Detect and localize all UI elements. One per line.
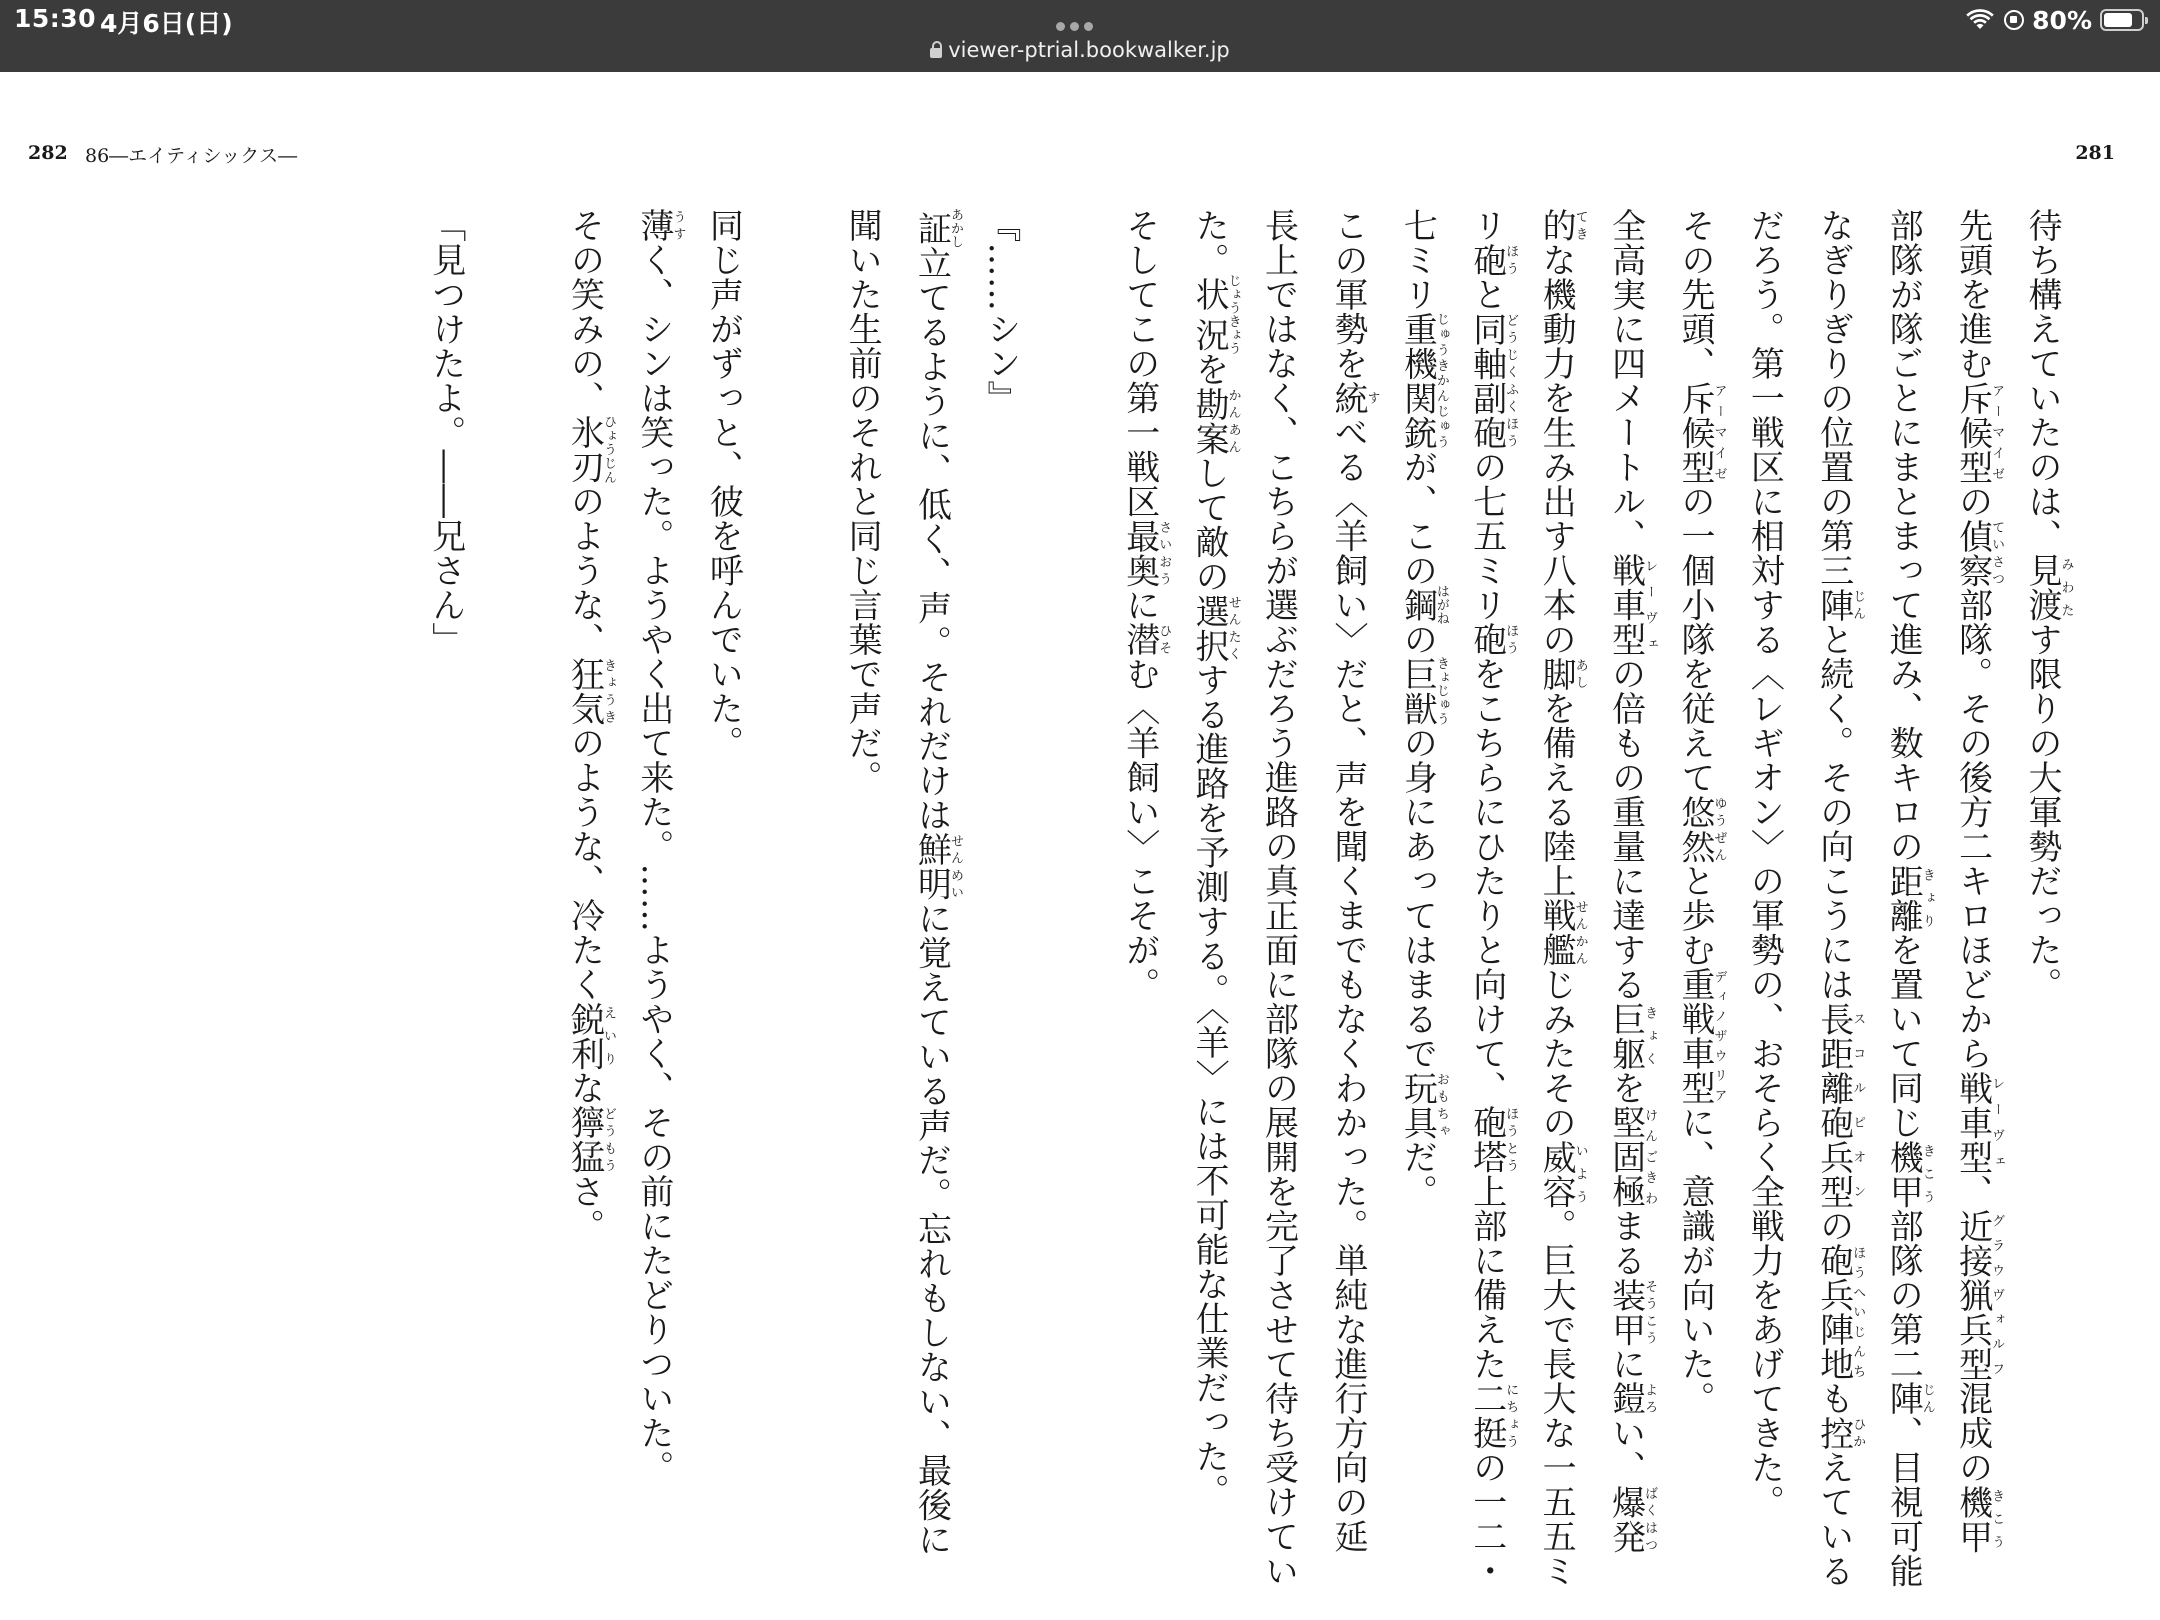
ruby-word: 巨獣きょじゅう <box>1397 656 1449 726</box>
ruby-word: 鮮明せんめい <box>911 832 964 901</box>
ruby-word: 重機関銃じゅうきかんじゅう <box>1397 311 1449 450</box>
text-line: リ砲ほうと同軸副砲どうじくふくほうの七五ミリ砲ほうをこちらにひたりと向けて、砲塔ほうとう上部に備えた二挺にちょうの一二・ <box>1466 208 1519 1588</box>
ruby-word: 砲兵陣地ほうへいじんち <box>1813 1243 1866 1381</box>
battery-percent: 80% <box>2032 5 2092 35</box>
ruby-word: 斥候型アーマイゼ <box>1674 380 1727 484</box>
ruby-word: 近接猟兵型グラウヴォルフ <box>1952 1208 2005 1381</box>
text-line: 聞いた生前のそれと同じ言葉で声だ。 <box>842 208 883 795</box>
ruby-word: 重戦車型ディノザウリア <box>1674 967 1727 1105</box>
text-line: この軍勢を統すべる〈羊飼い〉だと、声を聞くまでもなくわかった。単純な進行方向の延 <box>1327 208 1380 1554</box>
ruby-word: 見渡みわた <box>2022 553 2074 622</box>
wifi-icon <box>1966 9 1994 31</box>
ruby-word: 二挺にちょう <box>1466 1381 1519 1450</box>
ruby-word: 戦車型レーヴェ <box>1952 1070 2005 1174</box>
ruby-word: 鋼はがね <box>1397 584 1449 625</box>
text-line: 待ち構えていたのは、見渡みわたす限りの大軍勢だった。 <box>2022 208 2074 1002</box>
text-line: 同じ声がずっと、彼を呼んでいた。 <box>703 208 744 760</box>
ruby-word: 脚あし <box>1536 656 1588 691</box>
ruby-word: 砲ほう <box>1466 242 1519 277</box>
rotation-lock-icon <box>2004 10 2024 30</box>
ruby-word: 装甲そうこう <box>1605 1277 1658 1347</box>
text-line: 『……シン』 <box>980 208 1021 415</box>
ruby-word: 証あかし <box>911 208 964 249</box>
ruby-word: 陣じん <box>1883 1381 1935 1416</box>
ruby-word: 統す <box>1327 380 1380 415</box>
text-line: 薄うすく、シンは笑った。ようやく出て来た。……ようやく、その前にたどりついた。 <box>633 208 686 1485</box>
ruby-word: 威容いよう <box>1536 1139 1588 1209</box>
battery-level <box>2104 13 2132 27</box>
text-line: その笑みの、氷刃ひょうじんのような、狂気きょうきのような、冷たく鋭利えいりな獰猛どうもうさ。 <box>564 208 616 1243</box>
text-line: 先頭を進む斥候型アーマイゼの偵察ていさつ部隊。その後方二キロほどから戦車型レーヴェ、近接猟兵型グラウヴォルフ混成の機甲きこう <box>1952 208 2005 1554</box>
ruby-word: 機甲きこう <box>1952 1484 2005 1554</box>
text-line: 長上ではなく、こちらが選ぶだろう進路の真正面に部隊の展開を完了させて待ち受けてい <box>1258 208 1299 1588</box>
ruby-word: 獰猛どうもう <box>564 1105 616 1174</box>
text-line: 証あかし立てるように、低く、声。それだけは鮮明せんめいに覚えている声だ。忘れもしない、最後に <box>911 208 964 1557</box>
ruby-word: 控ひか <box>1813 1415 1866 1450</box>
ruby-word: 潜ひそ <box>1119 622 1172 657</box>
text-line: その先頭、斥候型アーマイゼの一個小隊を従えて悠然ゆうぜんと歩む重戦車型ディノザウリアに、意識が向いた。 <box>1674 208 1727 1416</box>
ruby-word: 鎧よろ <box>1605 1381 1658 1416</box>
status-indicators <box>1966 4 2144 34</box>
status-date: 4月6日(日) <box>100 9 233 38</box>
ruby-word: 斥候型アーマイゼ <box>1952 380 2005 484</box>
ruby-word: 氷刃ひょうじん <box>564 415 616 484</box>
ruby-word: 巨躯きょく <box>1605 1001 1658 1071</box>
ruby-word: 鋭利えいり <box>564 1001 616 1071</box>
page-number-left: 282 <box>28 142 68 164</box>
ruby-word: 薄うす <box>633 208 686 243</box>
url-text: viewer-ptrial.bookwalker.jp <box>948 38 1230 62</box>
text-line: だろう。第一戦区に相対する〈レギオン〉の軍勢の、おそらく全戦力をあげてきた。 <box>1744 208 1785 1519</box>
ruby-word: 陣じん <box>1813 587 1866 622</box>
ruby-word: 勘案かんあん <box>1189 386 1241 456</box>
ruby-word: 堅固極けんごきわ <box>1605 1105 1658 1209</box>
lock-icon <box>930 48 942 58</box>
text-line: 七ミリ重機関銃じゅうきかんじゅうが、この鋼はがねの巨獣きょじゅうの身にあってはまるで玩具おもちゃだ。 <box>1397 208 1449 1209</box>
ruby-word: 砲ほう <box>1466 622 1519 657</box>
ruby-word: 長距離砲兵型スコルピオン <box>1813 1001 1866 1209</box>
ruby-word: 狂気きょうき <box>564 656 616 726</box>
ruby-word: 同軸副砲どうじくふくほう <box>1466 311 1519 450</box>
ruby-word: 最奥さいおう <box>1119 518 1172 588</box>
ruby-word: 機甲きこう <box>1883 1139 1935 1209</box>
text-line: なぎりぎりの位置の第三陣じんと続く。その向こうには長距離砲兵型スコルピオンの砲兵陣地ほうへいじんちも控ひかえている <box>1813 208 1866 1588</box>
battery-icon <box>2100 9 2144 31</box>
text-line: そしてこの第一戦区最奥さいおうに潜ひそむ〈羊飼い〉こそが。 <box>1119 208 1172 1002</box>
ruby-word: 砲塔ほうとう <box>1466 1105 1519 1174</box>
ruby-word: 戦車型レーヴェ <box>1605 553 1658 657</box>
more-dots-icon[interactable] <box>1056 16 1104 26</box>
ruby-word: 選択せんたく <box>1189 593 1241 663</box>
ruby-word: 状況じょうきょう <box>1189 274 1241 355</box>
browser-status-bar <box>0 0 2160 72</box>
ruby-word: 爆発ばくはつ <box>1605 1484 1658 1554</box>
status-time: 15:30 <box>14 4 97 33</box>
ruby-word: 的てき <box>1536 208 1588 243</box>
ruby-word: 悠然ゆうぜん <box>1674 794 1727 864</box>
ruby-word: 偵察ていさつ <box>1952 518 2005 588</box>
page-number-right: 281 <box>2075 142 2115 164</box>
text-line: た。状況じょうきょうを勘案かんあんして敵の選択せんたくする進路を予測する。〈羊〉には不可能な仕業だった。 <box>1189 208 1241 1508</box>
vertical-text-body <box>410 208 2076 1588</box>
text-line: 的てきな機動力を生み出す八本の脚あしを備える陸上戦艦せんかんじみたその威容いよう。巨大で長大な一五五ミ <box>1536 208 1588 1588</box>
address-bar[interactable] <box>0 38 2160 62</box>
text-line: 「見つけたよ。――兄さん」 <box>425 208 466 657</box>
ruby-word: 玩具おもちゃ <box>1397 1070 1449 1140</box>
ruby-word: 距離きょり <box>1883 863 1935 933</box>
text-line: 全高実に四メートル、戦車型レーヴェの倍もの重量に達する巨躯きょくを堅固極けんごきわまる装甲そうこうに鎧よろい、爆発ばくはつ <box>1605 208 1658 1554</box>
text-line: 部隊が隊ごとにまとまって進み、数キロの距離きょりを置いて同じ機甲きこう部隊の第二陣じん、目視可能 <box>1883 208 1935 1588</box>
running-head: 86―エイティシックス― <box>85 145 298 167</box>
ruby-word: 戦艦せんかん <box>1536 898 1588 967</box>
